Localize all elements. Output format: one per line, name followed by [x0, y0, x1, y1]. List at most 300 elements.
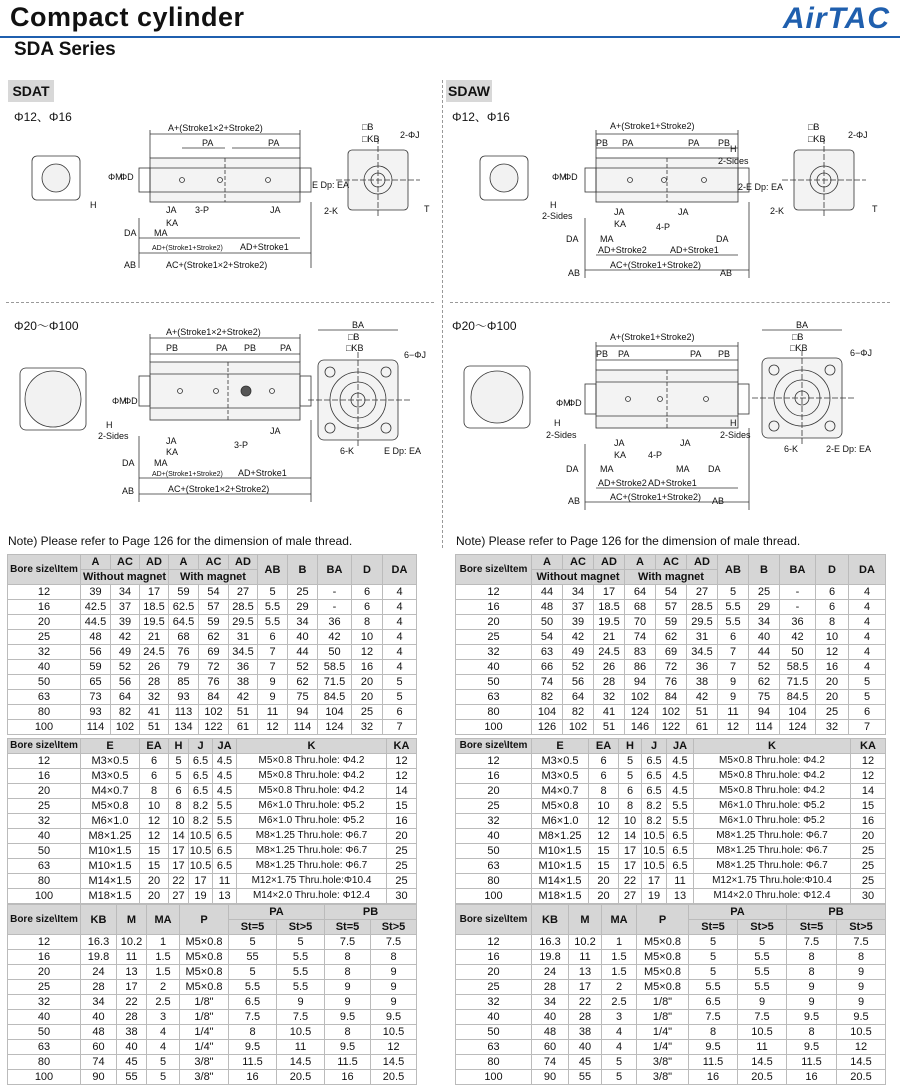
table-cell: 9: [837, 980, 886, 995]
table-cell: 8: [325, 1025, 371, 1040]
col-pb: PB: [787, 905, 886, 920]
table-cell: 9.5: [787, 1040, 837, 1055]
table-cell: 64: [563, 690, 594, 705]
table-cell: 40: [8, 829, 81, 844]
table-cell: 7: [258, 645, 288, 660]
table-cell: 34: [81, 995, 117, 1010]
col-j: J: [642, 739, 667, 754]
table-cell: 27: [169, 889, 189, 904]
table-row: [456, 965, 886, 980]
table-cell: 72: [656, 660, 687, 675]
table-row: [456, 889, 886, 904]
table-cell: 10.5: [738, 1025, 787, 1040]
dim-pb: PB: [596, 138, 609, 148]
table-cell: 124: [780, 720, 816, 735]
table-cell: 9.5: [229, 1040, 277, 1055]
table-cell: 64: [625, 585, 656, 600]
table-cell: 12: [387, 754, 417, 769]
table-row: [456, 829, 886, 844]
table-cell: M6×1.0: [532, 814, 589, 829]
table-cell: 10.2: [569, 935, 602, 950]
dim-t: T: [424, 204, 430, 214]
table-cell: 65: [81, 675, 111, 690]
dim-da: DA: [566, 464, 579, 474]
table-cell: 29.5: [687, 615, 718, 630]
table-cell: 55: [117, 1070, 147, 1085]
table-cell: 32: [8, 814, 81, 829]
table-cell: 7: [258, 660, 288, 675]
table-cell: 26: [594, 660, 625, 675]
table-cell: 28: [140, 675, 169, 690]
table-cell: M3×0.5: [532, 754, 589, 769]
table-cell: 28: [569, 1010, 602, 1025]
table-cell: 84: [199, 690, 229, 705]
table-cell: 5.5: [213, 799, 237, 814]
table-cell: 30: [851, 889, 886, 904]
table-cell: 5: [689, 965, 738, 980]
table-cell: 8: [325, 965, 371, 980]
table-cell: 9: [787, 980, 837, 995]
table-cell: 40: [456, 660, 532, 675]
table-cell: 80: [8, 1055, 81, 1070]
dim-ma2: MA: [676, 464, 690, 474]
table-cell: 85: [169, 675, 199, 690]
table-cell: 12: [589, 829, 619, 844]
table-cell: M6×1.0 Thru.hole: Φ5.2: [237, 799, 387, 814]
table-cell: 5: [619, 769, 642, 784]
table-cell: 34: [749, 615, 780, 630]
table-cell: 10: [352, 630, 383, 645]
table-cell: 8: [787, 1025, 837, 1040]
table-cell: 9.5: [325, 1010, 371, 1025]
table-cell: 3/8": [180, 1055, 229, 1070]
table-cell: 6: [352, 600, 383, 615]
table-cell: M12×1.75 Thru.hole:Φ10.4: [694, 874, 851, 889]
table-cell: 10: [589, 799, 619, 814]
table-cell: 16: [352, 660, 383, 675]
dim-phid: ΦD: [120, 172, 134, 182]
dim-j: 6−ΦJ: [850, 348, 872, 358]
table-cell: 7.5: [689, 1010, 738, 1025]
table-cell: 17: [140, 585, 169, 600]
table-cell: 5.5: [213, 814, 237, 829]
table-cell: 42: [111, 630, 140, 645]
table-row: [456, 1010, 886, 1025]
table-cell: M5×0.8 Thru.hole: Φ4.2: [694, 754, 851, 769]
table-cell: 42: [687, 690, 718, 705]
table-row: [456, 1025, 886, 1040]
table-cell: 83: [625, 645, 656, 660]
table-cell: 1/8": [180, 995, 229, 1010]
table-cell: 63: [456, 690, 532, 705]
table-cell: 48: [532, 600, 563, 615]
dim-ad-right: AD+Stroke1: [648, 478, 697, 488]
table-cell: 24: [532, 965, 569, 980]
table-cell: 9: [718, 690, 749, 705]
table-cell: 76: [656, 675, 687, 690]
table-cell: 76: [169, 645, 199, 660]
table-cell: 94: [625, 675, 656, 690]
table-cell: 45: [569, 1055, 602, 1070]
table-cell: 14.5: [277, 1055, 325, 1070]
table-cell: 55: [569, 1070, 602, 1085]
dim-ac: AC+(Stroke1×2+Stroke2): [168, 484, 270, 494]
dim-pb2: PB: [718, 138, 731, 148]
table-cell: 5: [229, 965, 277, 980]
table-cell: 5: [849, 690, 886, 705]
table-cell: 90: [532, 1070, 569, 1085]
table-cell: 39: [111, 615, 140, 630]
table-cell: 93: [169, 690, 199, 705]
table-cell: 7: [718, 660, 749, 675]
col-k: K: [237, 739, 387, 754]
dim-ab: AB: [568, 496, 581, 506]
table-cell: 6.5: [667, 844, 694, 859]
table-cell: 8: [325, 950, 371, 965]
table-cell: 8: [816, 615, 849, 630]
table-cell: 7.5: [229, 1010, 277, 1025]
table-cell: 15: [851, 799, 886, 814]
sdat-table-1: [7, 554, 417, 735]
dim-ad-right: AD+Stroke1: [238, 468, 287, 478]
col-da: DA: [383, 555, 417, 585]
table-cell: M5×0.8: [180, 980, 229, 995]
table-cell: 59: [81, 660, 111, 675]
table-cell: 27: [229, 585, 258, 600]
table-cell: 40: [569, 1040, 602, 1055]
dim-ab2: AB: [720, 268, 733, 278]
table-cell: 56: [111, 675, 140, 690]
table-cell: 6.5: [213, 829, 237, 844]
table-row: [8, 600, 417, 615]
table-cell: 18.5: [140, 600, 169, 615]
table-cell: 39: [563, 615, 594, 630]
table-cell: M10×1.5: [532, 844, 589, 859]
dim-h: H: [730, 144, 737, 154]
table-cell: 42.5: [81, 600, 111, 615]
table-cell: 1/8": [637, 995, 689, 1010]
table-cell: 60: [532, 1040, 569, 1055]
table-cell: 48: [81, 1025, 117, 1040]
table-cell: 4.5: [213, 754, 237, 769]
table-cell: 21: [594, 630, 625, 645]
table-cell: 10: [140, 799, 169, 814]
table-cell: 50: [780, 645, 816, 660]
table-cell: 5: [689, 950, 738, 965]
col-e: E: [81, 739, 140, 754]
table-cell: 8: [689, 1025, 738, 1040]
table-cell: 8: [140, 784, 169, 799]
dim-ja: JA: [614, 207, 625, 217]
table-cell: 12: [816, 645, 849, 660]
table-cell: 6.5: [642, 769, 667, 784]
table-cell: 10.5: [643, 860, 665, 872]
dim-t: T: [872, 204, 878, 214]
table-row: [8, 660, 417, 675]
table-row: [456, 950, 886, 965]
table-cell: 1/4": [180, 1025, 229, 1040]
dim-phim: ΦM: [552, 172, 567, 182]
dim-p: 3-P: [195, 205, 210, 215]
page-title: Compact cylinder: [10, 2, 245, 32]
col-ad: AD: [594, 555, 625, 570]
table-cell: 40: [456, 829, 532, 844]
table-cell: 26: [140, 660, 169, 675]
dim-h: H: [106, 420, 113, 430]
dim-a: A+(Stroke1+Stroke2): [610, 121, 695, 131]
dim-da: DA: [566, 234, 579, 244]
table-cell: 61: [687, 720, 718, 735]
dim-a: A+(Stroke1×2+Stroke2): [166, 327, 261, 337]
table-cell: 11: [718, 705, 749, 720]
table-cell: 2.5: [602, 995, 637, 1010]
table-cell: 16: [456, 950, 532, 965]
col-ac-mag: AC: [199, 555, 229, 570]
table-row: [456, 859, 886, 874]
col-k: K: [694, 739, 851, 754]
dim-k: 6-K: [784, 444, 799, 454]
table-cell: 84.5: [780, 690, 816, 705]
table-cell: 80: [8, 705, 81, 720]
table-cell: 63: [8, 859, 81, 874]
col-kb: KB: [532, 905, 569, 935]
table-cell: -: [780, 600, 816, 615]
dim-ja: JA: [614, 438, 625, 448]
dim-da2: DA: [708, 464, 721, 474]
table-cell: 55: [229, 950, 277, 965]
col-ja: JA: [667, 739, 694, 754]
table-cell: 124: [318, 720, 352, 735]
table-cell: -: [318, 600, 352, 615]
table-cell: 49: [563, 645, 594, 660]
table-cell: 4: [383, 660, 417, 675]
table-cell: 20: [140, 889, 169, 904]
table-row: [456, 1070, 886, 1085]
table-row: [8, 935, 417, 950]
table-row: [8, 814, 417, 829]
table-cell: 12: [8, 754, 81, 769]
table-cell: 32: [816, 720, 849, 735]
table-cell: 15: [589, 844, 619, 859]
table-cell: 5: [147, 1070, 180, 1085]
table-cell: 7.5: [837, 935, 886, 950]
table-cell: 8: [371, 950, 417, 965]
table-cell: 10.5: [189, 860, 212, 872]
series-title: SDA Series: [14, 39, 116, 60]
table-cell: 24.5: [140, 645, 169, 660]
table-cell: 40: [532, 1010, 569, 1025]
table-cell: 9: [371, 980, 417, 995]
table-cell: 62: [749, 675, 780, 690]
table-cell: 25: [816, 705, 849, 720]
dim-pb2: PB: [718, 349, 731, 359]
table-cell: 4: [383, 585, 417, 600]
table-cell: 20: [816, 690, 849, 705]
note-left: Note) Please refer to Page 126 for the dimension of male thread.: [8, 534, 353, 548]
table-cell: 20.5: [277, 1070, 325, 1085]
table-cell: 60: [81, 1040, 117, 1055]
dim-pa2: PA: [688, 138, 700, 148]
bore-label-sdat-large: Φ20～Φ100: [14, 319, 79, 333]
table-cell: 71.5: [318, 675, 352, 690]
table-cell: 5: [718, 585, 749, 600]
table-cell: 6.5: [229, 995, 277, 1010]
sdat-table-1-body: [8, 585, 417, 735]
table-cell: 28: [81, 980, 117, 995]
table-cell: 59: [169, 585, 199, 600]
table-cell: 3: [147, 1010, 180, 1025]
table-cell: M5×0.8 Thru.hole: Φ4.2: [694, 784, 851, 799]
table-cell: 4: [849, 615, 886, 630]
col-m: M: [569, 905, 602, 935]
table-cell: 1: [147, 935, 180, 950]
table-cell: 52: [749, 660, 780, 675]
table-cell: M5×0.8: [180, 950, 229, 965]
table-cell: 30: [387, 889, 417, 904]
table-cell: 10.5: [189, 830, 212, 842]
dim-ad-left: AD+(Stroke1+Stroke2): [152, 245, 223, 252]
table-cell: 9.5: [689, 1040, 738, 1055]
table-cell: 12: [352, 645, 383, 660]
table-cell: 20: [816, 675, 849, 690]
table-cell: 7: [383, 720, 417, 735]
table-cell: 37: [111, 600, 140, 615]
table-cell: M4×0.7: [81, 784, 140, 799]
dim-phid: ΦD: [564, 172, 578, 182]
table-cell: 25: [749, 585, 780, 600]
table-cell: 9.5: [325, 1040, 371, 1055]
table-cell: 75: [749, 690, 780, 705]
col-ea: EA: [589, 739, 619, 754]
table-cell: 102: [625, 690, 656, 705]
dim-ad-left: AD+Stroke2: [598, 245, 647, 255]
table-cell: 4: [383, 645, 417, 660]
table-cell: 17: [642, 874, 667, 889]
table-cell: 7: [849, 720, 886, 735]
sdat-table-2-body: [8, 754, 417, 904]
col-bore-item: Bore size\Item: [456, 555, 532, 585]
table-cell: M10×1.5: [81, 859, 140, 874]
col-pa-stgt5: St>5: [277, 920, 325, 935]
dim-edp: E Dp: EA: [384, 446, 422, 456]
table-cell: 52: [111, 660, 140, 675]
table-cell: 16: [816, 660, 849, 675]
dim-sides2: 2-Sides: [542, 211, 573, 221]
table-cell: 68: [169, 630, 199, 645]
table-cell: 6: [352, 585, 383, 600]
dim-ab2: AB: [712, 496, 725, 506]
col-a-mag: A: [169, 555, 199, 570]
table-cell: 9: [837, 965, 886, 980]
table-row: [456, 720, 886, 735]
table-cell: 11.5: [787, 1055, 837, 1070]
table-row: [8, 675, 417, 690]
table-cell: 40: [8, 660, 81, 675]
dim-pa: PA: [216, 343, 228, 353]
table-cell: M6×1.0 Thru.hole: Φ5.2: [694, 799, 851, 814]
table-cell: 5.5: [718, 615, 749, 630]
table-cell: 20: [352, 675, 383, 690]
dim-pb2: PB: [244, 343, 257, 353]
dim-ka: KA: [614, 219, 627, 229]
table-cell: 74: [532, 1055, 569, 1070]
table-cell: 11.5: [229, 1055, 277, 1070]
table-cell: 6: [718, 630, 749, 645]
table-cell: 19: [189, 889, 213, 904]
table-cell: 10.5: [837, 1025, 886, 1040]
table-cell: 86: [625, 660, 656, 675]
dim-ad-left: AD+(Stroke1+Stroke2): [152, 471, 223, 478]
table-cell: 16.3: [81, 935, 117, 950]
table-cell: 84.5: [318, 690, 352, 705]
dim-da: DA: [122, 458, 135, 468]
table-cell: 10.5: [371, 1025, 417, 1040]
table-cell: 8.2: [642, 799, 667, 814]
dim-kb: □KB: [808, 134, 826, 144]
table-cell: 28.5: [687, 600, 718, 615]
table-cell: 20: [8, 784, 81, 799]
table-cell: 9.5: [371, 1010, 417, 1025]
table-cell: 5: [849, 675, 886, 690]
table-cell: 28: [532, 980, 569, 995]
col-a: A: [81, 555, 111, 570]
table-row: [8, 645, 417, 660]
table-cell: 6: [169, 784, 189, 799]
table-cell: 69: [656, 645, 687, 660]
table-cell: 34: [532, 995, 569, 1010]
table-cell: 90: [81, 1070, 117, 1085]
table-cell: 11: [277, 1040, 325, 1055]
table-cell: 76: [199, 675, 229, 690]
col-ma: MA: [147, 905, 180, 935]
table-cell: 22: [169, 874, 189, 889]
table-cell: 54: [199, 585, 229, 600]
col-ba: BA: [780, 555, 816, 585]
col-ba: BA: [318, 555, 352, 585]
table-cell: 6: [816, 600, 849, 615]
table-cell: 29: [288, 600, 318, 615]
table-cell: 11: [117, 950, 147, 965]
table-row: [456, 844, 886, 859]
table-cell: M5×0.8: [180, 965, 229, 980]
table-row: [456, 630, 886, 645]
table-cell: 36: [780, 615, 816, 630]
col-ad-mag: AD: [687, 555, 718, 570]
table-cell: M5×0.8: [637, 980, 689, 995]
col-p: P: [637, 905, 689, 935]
table-cell: 1.5: [147, 965, 180, 980]
table-cell: 36: [687, 660, 718, 675]
dim-ma: MA: [154, 458, 168, 468]
table-cell: 63: [8, 690, 81, 705]
table-cell: M6×1.0 Thru.hole: Φ5.2: [237, 814, 387, 829]
table-cell: 14: [851, 784, 886, 799]
drawing-sdat-small: [0, 118, 440, 278]
table-cell: 5: [169, 754, 189, 769]
table-cell: 8: [169, 799, 189, 814]
table-cell: 4: [849, 630, 886, 645]
table-cell: 9: [325, 995, 371, 1010]
table-cell: 36: [229, 660, 258, 675]
sdaw-table-1-body: [456, 585, 886, 735]
table-cell: 13: [667, 889, 694, 904]
table-cell: 51: [594, 720, 625, 735]
col-bore-item: Bore size\Item: [8, 905, 81, 935]
table-cell: M14×2.0 Thru.hole: Φ12.4: [694, 889, 851, 904]
col-ad: AD: [140, 555, 169, 570]
table-cell: 63: [532, 645, 563, 660]
table-cell: 31: [229, 630, 258, 645]
